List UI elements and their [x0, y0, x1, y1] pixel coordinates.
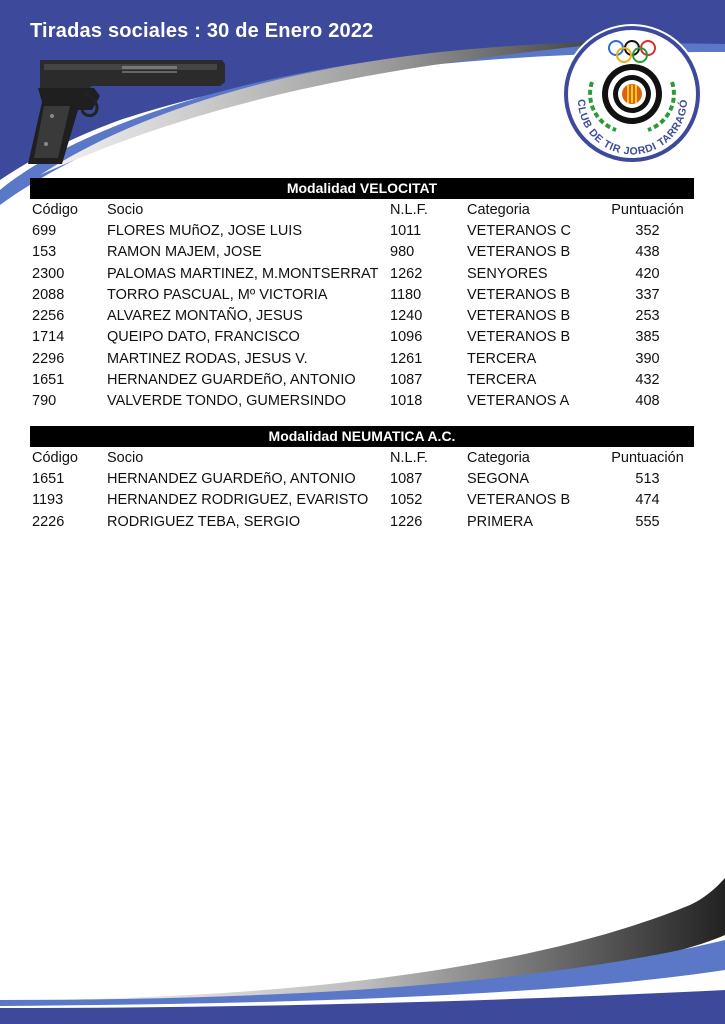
- cell-nlf: 1226: [390, 513, 423, 530]
- cell-codigo: 2088: [32, 286, 65, 303]
- cell-puntuacion: 474: [635, 492, 660, 509]
- cell-categoria: VETERANOS B: [467, 308, 571, 325]
- cell-codigo: 1651: [32, 372, 65, 389]
- cell-socio: RAMON MAJEM, JOSE: [107, 244, 262, 261]
- cell-nlf: 1018: [390, 393, 423, 410]
- cell-categoria: VETERANOS B: [467, 286, 571, 303]
- col-categoria: Categoria: [467, 201, 530, 218]
- table-row: [30, 369, 694, 390]
- table-row: [30, 263, 694, 284]
- table-header-row: [30, 199, 694, 220]
- col-socio: Socio: [107, 449, 144, 466]
- table-body: [30, 468, 694, 532]
- table-row: [30, 284, 694, 305]
- table-body: [30, 220, 694, 412]
- table-row: [30, 490, 694, 511]
- cell-socio: ALVAREZ MONTAÑO, JESUS: [107, 308, 303, 325]
- cell-socio: TORRO PASCUAL, Mº VICTORIA: [107, 286, 328, 303]
- col-socio: Socio: [107, 201, 144, 218]
- table-row: [30, 220, 694, 241]
- col-codigo: Código: [32, 201, 78, 218]
- section-title: Modalidad NEUMATICA A.C.: [30, 426, 694, 447]
- cell-puntuacion: 432: [635, 372, 660, 389]
- cell-socio: RODRIGUEZ TEBA, SERGIO: [107, 513, 301, 530]
- cell-nlf: 1087: [390, 470, 423, 487]
- cell-codigo: 790: [32, 393, 57, 410]
- table-row: [30, 242, 694, 263]
- section-title: Modalidad VELOCITAT: [30, 178, 694, 199]
- cell-codigo: 2226: [32, 513, 65, 530]
- cell-puntuacion: 438: [635, 244, 660, 261]
- cell-puntuacion: 337: [635, 286, 660, 303]
- table-row: [30, 348, 694, 369]
- cell-socio: QUEIPO DATO, FRANCISCO: [107, 329, 300, 346]
- table-row: [30, 391, 694, 412]
- cell-categoria: VETERANOS A: [467, 393, 570, 410]
- cell-codigo: 1714: [32, 329, 65, 346]
- cell-categoria: VETERANOS B: [467, 492, 571, 509]
- cell-nlf: 1262: [390, 265, 423, 282]
- table-row: [30, 511, 694, 532]
- cell-nlf: 1087: [390, 372, 423, 389]
- cell-codigo: 1651: [32, 470, 65, 487]
- cell-nlf: 1180: [390, 286, 422, 303]
- cell-puntuacion: 385: [635, 329, 660, 346]
- cell-nlf: 980: [390, 244, 415, 261]
- col-categoria: Categoria: [467, 449, 530, 466]
- cell-nlf: 1052: [390, 492, 423, 509]
- cell-socio: FLORES MUñOZ, JOSE LUIS: [107, 222, 302, 239]
- cell-socio: HERNANDEZ GUARDEñO, ANTONIO: [107, 470, 356, 487]
- cell-codigo: 153: [32, 244, 57, 261]
- col-puntuacion: Puntuación: [611, 201, 684, 218]
- club-logo-icon: [560, 22, 705, 167]
- pistol-icon: [22, 52, 227, 167]
- col-nlf: N.L.F.: [390, 449, 428, 466]
- cell-socio: HERNANDEZ RODRIGUEZ, EVARISTO: [107, 492, 369, 509]
- cell-nlf: 1261: [390, 350, 423, 367]
- cell-categoria: PRIMERA: [467, 513, 534, 530]
- cell-categoria: SENYORES: [467, 265, 548, 282]
- cell-categoria: TERCERA: [467, 372, 537, 389]
- cell-nlf: 1011: [390, 222, 422, 239]
- cell-nlf: 1096: [390, 329, 423, 346]
- cell-codigo: 699: [32, 222, 57, 239]
- cell-codigo: 1193: [32, 492, 64, 509]
- results-table: [30, 447, 694, 532]
- cell-categoria: VETERANOS B: [467, 244, 571, 261]
- cell-puntuacion: 408: [635, 393, 660, 410]
- logo-text: CLUB DE TIR JORDI TARRAGÓ: [574, 98, 691, 158]
- cell-puntuacion: 420: [635, 265, 660, 282]
- section-neumatica: [30, 426, 694, 532]
- section-velocitat: [30, 178, 694, 412]
- cell-puntuacion: 253: [635, 308, 660, 325]
- cell-puntuacion: 513: [635, 470, 660, 487]
- cell-puntuacion: 390: [635, 350, 660, 367]
- bottom-grey-swoosh: [0, 878, 725, 1002]
- cell-puntuacion: 352: [635, 222, 660, 239]
- table-row: [30, 305, 694, 326]
- cell-codigo: 2300: [32, 265, 65, 282]
- cell-puntuacion: 555: [635, 513, 660, 530]
- col-codigo: Código: [32, 449, 78, 466]
- page-title: Tiradas sociales : 30 de Enero 2022: [30, 20, 374, 42]
- cell-categoria: TERCERA: [467, 350, 537, 367]
- col-puntuacion: Puntuación: [611, 449, 684, 466]
- cell-nlf: 1240: [390, 308, 423, 325]
- col-nlf: N.L.F.: [390, 201, 428, 218]
- results-table: [30, 199, 694, 412]
- table-row: [30, 468, 694, 489]
- cell-socio: HERNANDEZ GUARDEñO, ANTONIO: [107, 372, 356, 389]
- cell-categoria: VETERANOS C: [467, 222, 571, 239]
- table-row: [30, 327, 694, 348]
- cell-codigo: 2296: [32, 350, 65, 367]
- cell-codigo: 2256: [32, 308, 65, 325]
- cell-categoria: VETERANOS B: [467, 329, 571, 346]
- cell-socio: VALVERDE TONDO, GUMERSINDO: [107, 393, 347, 410]
- cell-categoria: SEGONA: [467, 470, 530, 487]
- cell-socio: MARTINEZ RODAS, JESUS V.: [107, 350, 308, 367]
- cell-socio: PALOMAS MARTINEZ, M.MONTSERRAT: [107, 265, 379, 282]
- table-header-row: [30, 447, 694, 468]
